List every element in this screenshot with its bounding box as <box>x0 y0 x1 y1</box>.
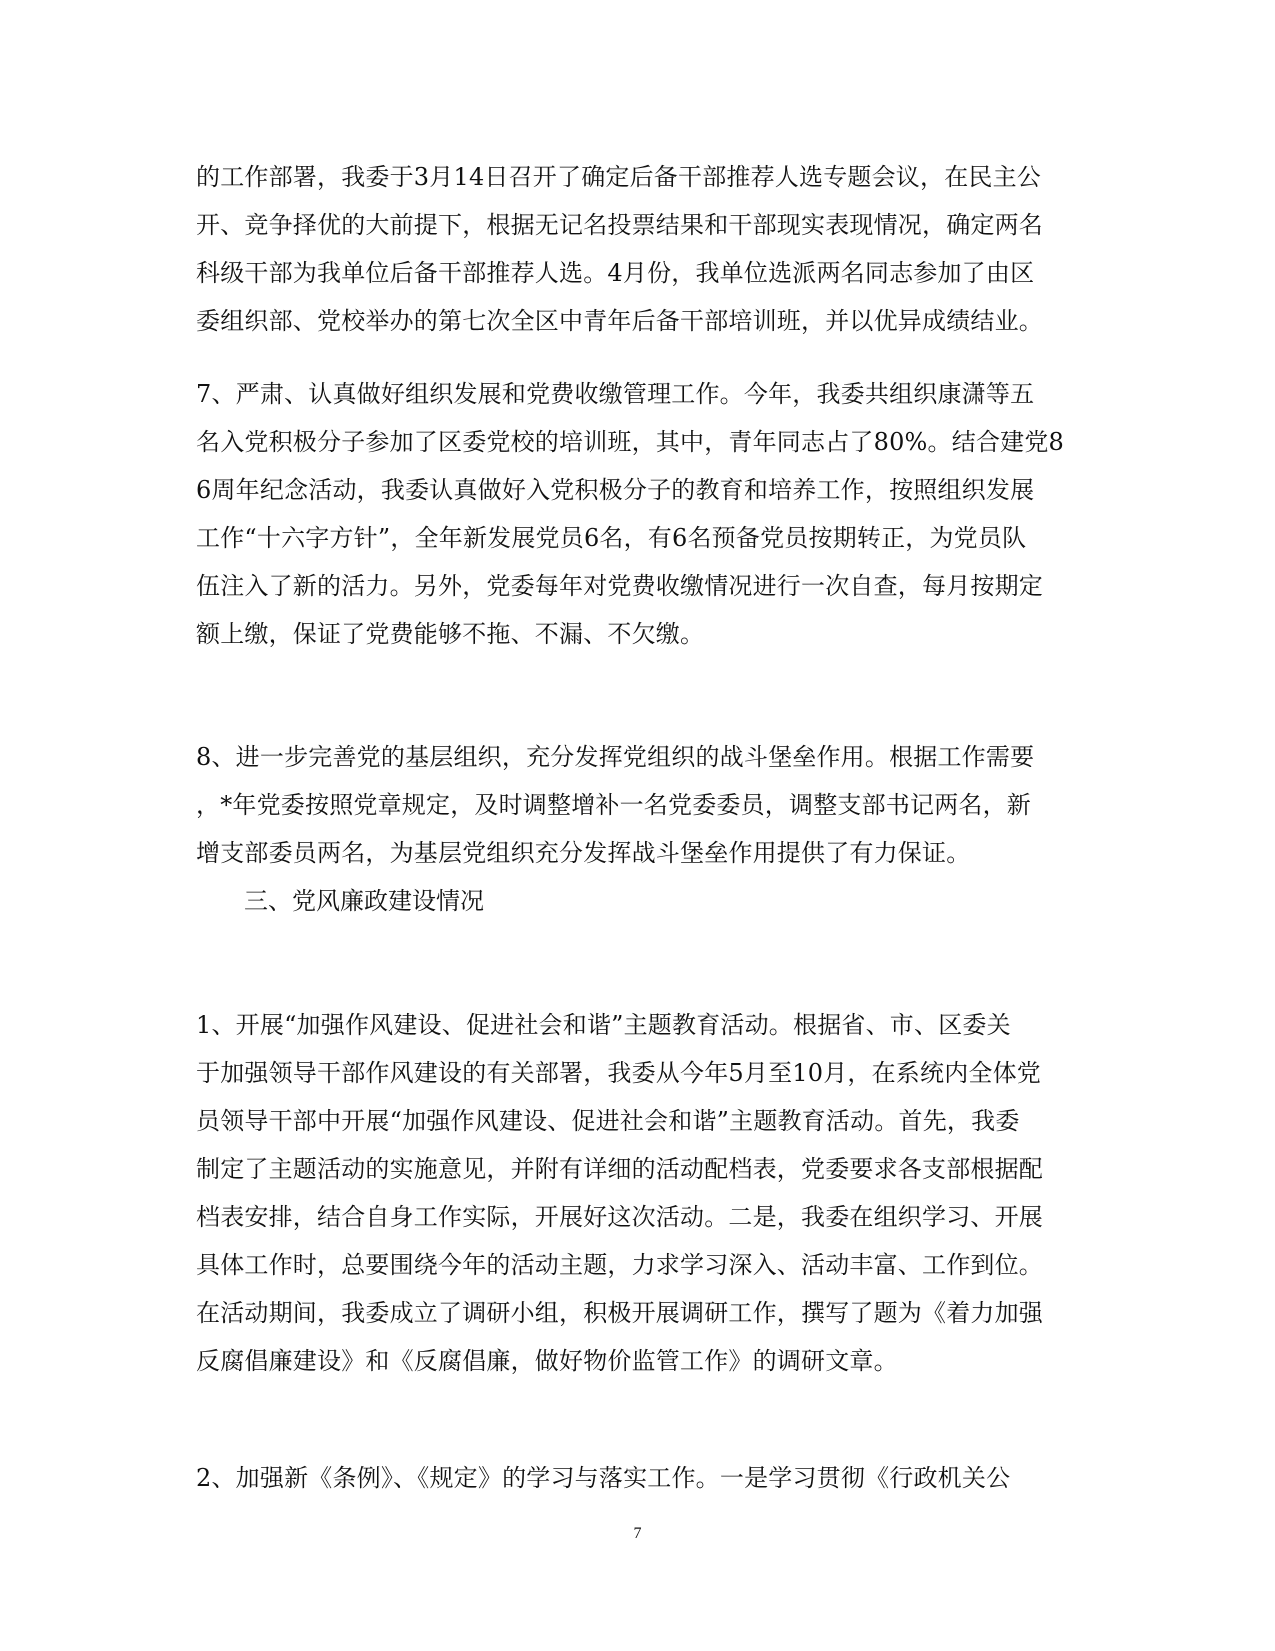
text-line: 伍注入了新的活力。另外，党委每年对党费收缴情况进行一次自查，每月按期定 <box>196 572 1043 600</box>
text-line: 制定了主题活动的实施意见，并附有详细的活动配档表，党委要求各支部根据配 <box>196 1155 1043 1183</box>
text-line: 具体工作时，总要围绕今年的活动主题，力求学习深入、活动丰富、工作到位。 <box>196 1251 1043 1279</box>
page-number: 7 <box>633 1525 642 1542</box>
text-line: 名入党积极分子参加了区委党校的培训班，其中，青年同志占了80%。结合建党8 <box>196 428 1065 456</box>
paragraph-section3-item-2 <box>196 1454 1076 1502</box>
paragraph-reserve-cadres <box>196 153 1076 345</box>
text-line: 7、严肃、认真做好组织发展和党费收缴管理工作。今年，我委共组织康潇等五 <box>196 380 1035 408</box>
section-heading: 三、党风廉政建设情况 <box>244 887 484 915</box>
paragraph-item-8 <box>196 733 1076 877</box>
text-line: 额上缴，保证了党费能够不拖、不漏、不欠缴。 <box>196 620 705 648</box>
text-line: 科级干部为我单位后备干部推荐人选。4月份，我单位选派两名同志参加了由区 <box>196 259 1035 287</box>
text-line: ，*年党委按照党章规定，及时调整增补一名党委委员，调整支部书记两名，新 <box>196 791 1031 819</box>
text-line: 2、加强新《条例》、《规定》的学习与落实工作。一是学习贯彻《行政机关公 <box>196 1464 1011 1492</box>
text-line: 工作“十六字方针”，全年新发展党员6名，有6名预备党员按期转正，为党员队 <box>196 524 1027 552</box>
text-line: 8、进一步完善党的基层组织，充分发挥党组织的战斗堡垒作用。根据工作需要 <box>196 743 1035 771</box>
text-line: 委组织部、党校举办的第七次全区中青年后备干部培训班，并以优异成绩结业。 <box>196 307 1043 335</box>
text-line: 于加强领导干部作风建设的有关部署，我委从今年5月至10月，在系统内全体党 <box>196 1059 1042 1087</box>
text-line: 增支部委员两名，为基层党组织充分发挥战斗堡垒作用提供了有力保证。 <box>196 839 971 867</box>
text-line: 的工作部署，我委于3月14日召开了确定后备干部推荐人选专题会议，在民主公 <box>196 163 1042 191</box>
text-line: 1、开展“加强作风建设、促进社会和谐”主题教育活动。根据省、市、区委关 <box>196 1011 1011 1039</box>
text-line: 开、竞争择优的大前提下，根据无记名投票结果和干部现实表现情况，确定两名 <box>196 211 1043 239</box>
text-line: 在活动期间，我委成立了调研小组，积极开展调研工作，撰写了题为《着力加强 <box>196 1299 1043 1327</box>
text-line: 员领导干部中开展“加强作风建设、促进社会和谐”主题教育活动。首先，我委 <box>196 1107 1020 1135</box>
text-line: 6周年纪念活动，我委认真做好入党积极分子的教育和培养工作，按照组织发展 <box>196 476 1035 504</box>
text-line: 反腐倡廉建设》和《反腐倡廉，做好物价监管工作》的调研文章。 <box>196 1347 898 1375</box>
paragraph-section3-item-1 <box>196 1001 1076 1385</box>
paragraph-item-7 <box>196 370 1076 658</box>
text-line: 档表安排，结合自身工作实际，开展好这次活动。二是，我委在组织学习、开展 <box>196 1203 1043 1231</box>
